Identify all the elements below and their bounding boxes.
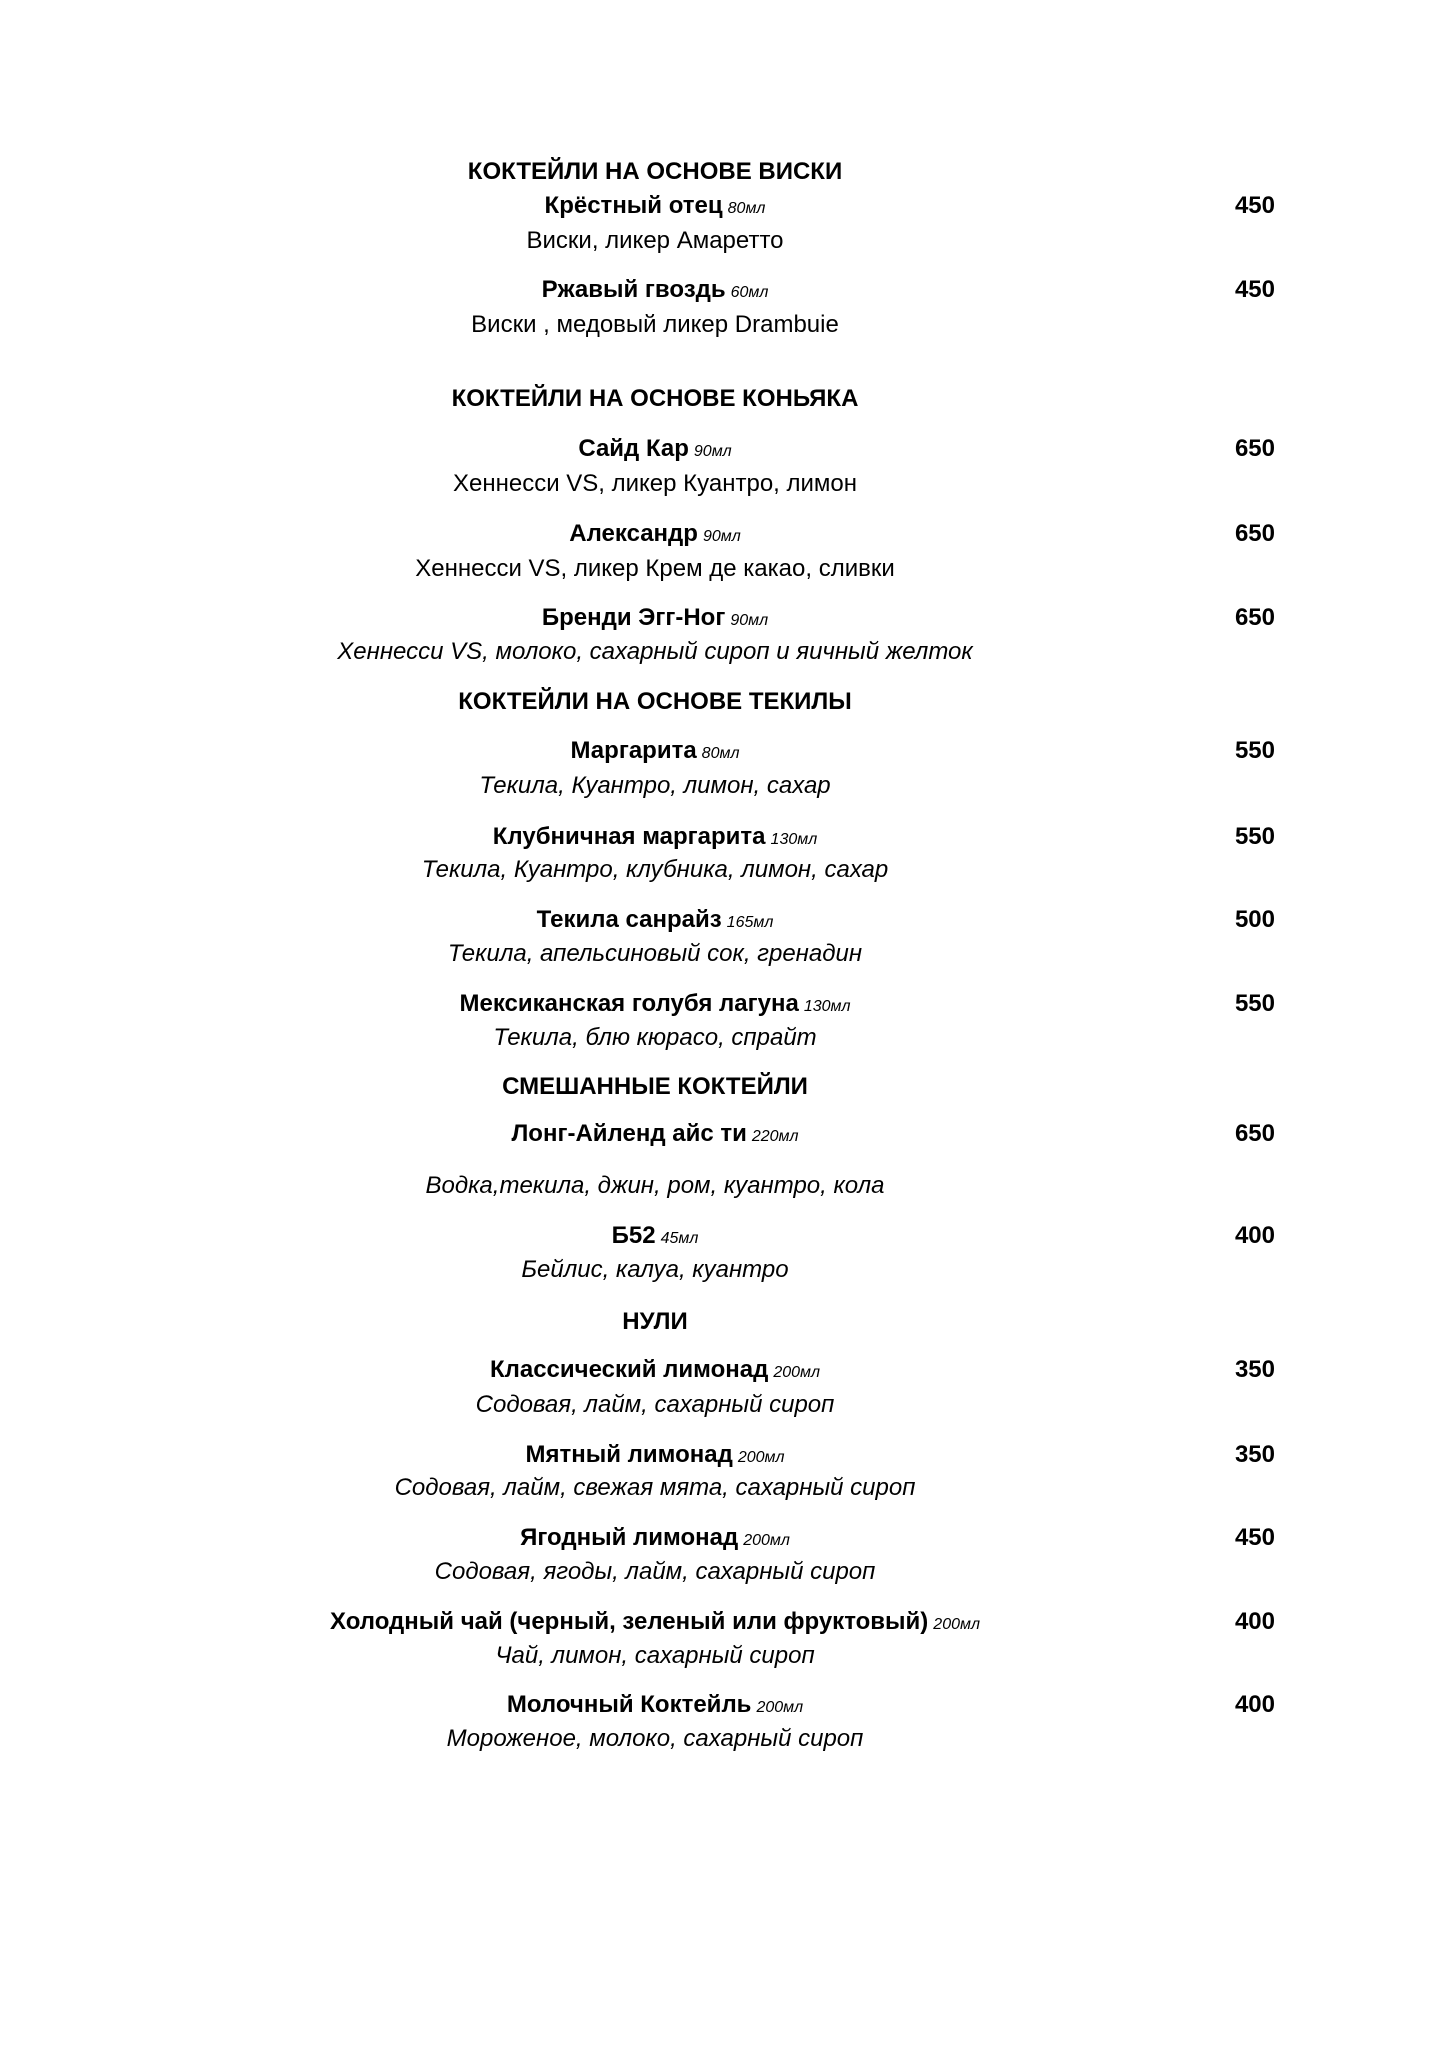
item-name-text: Крёстный отец (544, 192, 723, 219)
item-price: 450 (1234, 1524, 1275, 1551)
item-description: Виски, ликер Амаретто (526, 227, 784, 254)
item-name-text: Холодный чай (черный, зеленый или фруктовый) (330, 1608, 929, 1635)
section-title-whisky: КОКТЕЙЛИ НА ОСНОВЕ ВИСКИ (467, 158, 843, 185)
item-description: Текила, Куантро, лимон, сахар (479, 772, 831, 799)
item-price: 650 (1234, 520, 1275, 547)
item-price: 650 (1234, 604, 1275, 631)
item-volume: 200мл (737, 1449, 785, 1466)
item-name (542, 604, 768, 632)
item-name (490, 1356, 820, 1384)
item-description: Чай, лимон, сахарный сироп (495, 1642, 815, 1669)
item-name-text: Мексиканская голубя лагуна (459, 990, 799, 1017)
item-price: 550 (1234, 990, 1275, 1017)
item-volume: 80мл (701, 745, 740, 762)
item-name-text: Мятный лимонад (525, 1441, 733, 1468)
section-title-tequila: КОКТЕЙЛИ НА ОСНОВЕ ТЕКИЛЫ (458, 688, 852, 715)
item-price: 550 (1234, 737, 1275, 764)
item-price: 450 (1234, 192, 1275, 219)
item-name (520, 1524, 790, 1552)
item-description: Водка,текила, джин, ром, куантро, кола (425, 1172, 885, 1199)
item-name-text: Классический лимонад (489, 1356, 769, 1383)
item-volume: 90мл (693, 443, 732, 460)
item-description: Хеннесси VS, молоко, сахарный сироп и яичный желток (337, 638, 973, 665)
item-name (542, 276, 769, 304)
item-volume: 45мл (660, 1230, 699, 1247)
item-name (571, 737, 740, 765)
item-volume: 60мл (730, 284, 769, 301)
item-volume: 165мл (726, 914, 774, 931)
section-title-mixed: СМЕШАННЫЕ КОКТЕЙЛИ (502, 1073, 808, 1100)
item-name-text: Лонг-Айленд айс ти (511, 1120, 747, 1147)
item-name (459, 990, 850, 1018)
item-name-text: Молочный Коктейль (506, 1691, 752, 1718)
item-volume: 200мл (743, 1532, 790, 1549)
item-volume: 130мл (770, 831, 818, 848)
item-name (493, 823, 817, 851)
item-name (525, 1441, 784, 1469)
item-price: 400 (1234, 1608, 1275, 1635)
item-name-text: Маргарита (570, 737, 697, 764)
item-name (537, 906, 774, 934)
item-price: 350 (1234, 1441, 1275, 1468)
section-title-cognac: КОКТЕЙЛИ НА ОСНОВЕ КОНЬЯКА (451, 385, 859, 412)
item-description: Мороженое, молоко, сахарный сироп (446, 1725, 864, 1752)
item-name (545, 192, 766, 220)
item-name-text: Ягодный лимонад (520, 1524, 739, 1551)
item-volume: 200мл (933, 1616, 980, 1633)
item-name-text: Бренди Эгг-Ног (541, 604, 726, 631)
item-price: 400 (1234, 1691, 1275, 1718)
item-description: Виски , медовый ликер Drambuie (471, 311, 839, 338)
item-description: Текила, апельсиновый сок, гренадин (447, 940, 863, 967)
item-description: Хеннесси VS, ликер Куантро, лимон (452, 470, 858, 497)
item-description: Текила, блю кюрасо, спрайт (493, 1024, 817, 1051)
item-name-text: Сайд Кар (578, 435, 689, 462)
item-name-text: Текила санрайз (536, 906, 722, 933)
item-volume: 200мл (756, 1699, 804, 1716)
item-price: 350 (1234, 1356, 1275, 1383)
item-price: 400 (1234, 1222, 1275, 1249)
item-volume: 90мл (730, 612, 769, 629)
item-volume: 130мл (803, 998, 851, 1015)
item-price: 550 (1234, 823, 1275, 850)
item-description: Содовая, лайм, свежая мята, сахарный сироп (394, 1474, 916, 1501)
item-volume: 80мл (727, 200, 766, 217)
item-description: Бейлис, калуа, куантро (521, 1256, 789, 1283)
item-volume: 90мл (702, 528, 741, 545)
item-volume: 200мл (773, 1364, 821, 1381)
section-title-non-alcoholic: НУЛИ (622, 1308, 688, 1335)
item-volume: 220мл (751, 1128, 799, 1145)
item-name (330, 1608, 980, 1636)
item-name (612, 1222, 699, 1250)
item-name-text: Александр (569, 520, 698, 547)
item-price: 650 (1234, 435, 1275, 462)
item-price: 500 (1234, 906, 1275, 933)
item-description: Хеннесси VS, ликер Крем де какао, сливки (415, 555, 895, 582)
item-name (578, 435, 731, 463)
item-price: 650 (1234, 1120, 1275, 1147)
item-price: 450 (1234, 276, 1275, 303)
item-name (569, 520, 740, 548)
item-description: Содовая, ягоды, лайм, сахарный сироп (434, 1558, 876, 1585)
item-name-text: Ржавый гвоздь (541, 276, 726, 303)
item-name-text: Клубничная маргарита (492, 823, 766, 850)
item-name (507, 1691, 803, 1719)
item-description: Содовая, лайм, сахарный сироп (475, 1391, 835, 1418)
item-description: Текила, Куантро, клубника, лимон, сахар (421, 856, 889, 883)
item-name-text: Б52 (611, 1222, 656, 1249)
item-name (511, 1120, 798, 1148)
